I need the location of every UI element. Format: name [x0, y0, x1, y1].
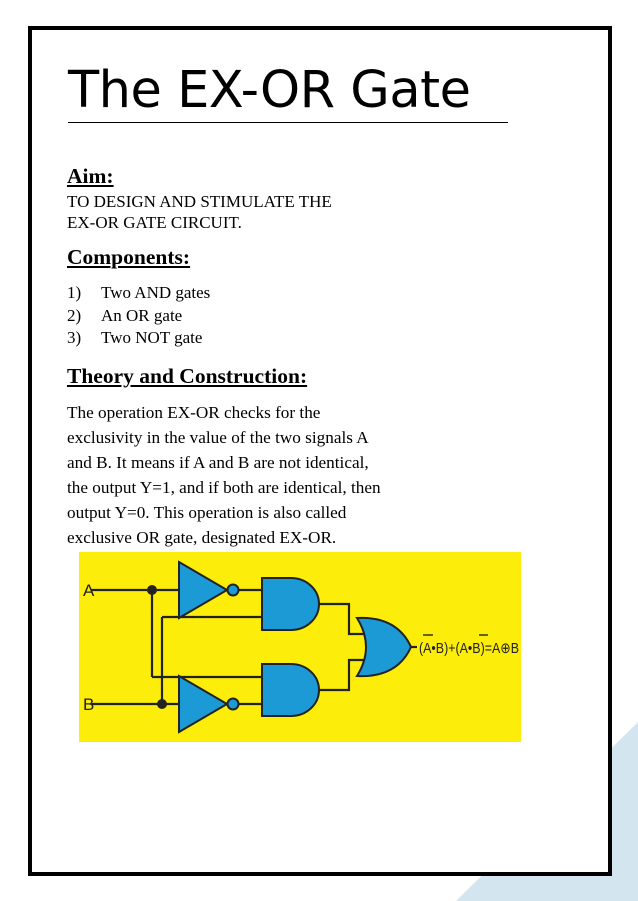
xor-circuit-diagram [79, 552, 521, 742]
theory-line: output Y=0. This operation is also called [67, 503, 347, 522]
components-list [67, 282, 210, 350]
not-gate-a [179, 562, 227, 618]
junction-dot [147, 585, 157, 595]
input-a-label: A [83, 581, 95, 600]
not-gate-b [179, 676, 227, 732]
aim-text [67, 191, 527, 233]
aim-line: TO DESIGN AND STIMULATE THE [67, 192, 332, 211]
not-bubble-a [228, 585, 239, 596]
theory-line: The operation EX-OR checks for the [67, 403, 321, 422]
junction-dot [157, 699, 167, 709]
not-bubble-b [228, 699, 239, 710]
aim-line: EX-OR GATE CIRCUIT. [67, 213, 242, 232]
and-gate-upper [262, 578, 319, 630]
list-item [67, 305, 210, 328]
input-b-label: B [83, 695, 95, 714]
list-label: An OR gate [101, 305, 183, 325]
theory-text [67, 400, 527, 550]
or-gate [357, 618, 411, 676]
theory-line: exclusivity in the value of the two signals A [67, 428, 369, 447]
list-label: Two AND gates [101, 283, 211, 302]
theory-line: exclusive OR gate, designated EX-OR. [67, 528, 337, 547]
output-expression: (A•B)+(A•B)=A⊕B [419, 640, 519, 657]
components-heading: Components: [67, 245, 191, 269]
list-item [67, 282, 210, 305]
theory-line: and B. It means if A and B are not identical, [67, 453, 369, 472]
list-label: Two NOT gate [101, 328, 203, 347]
list-number: 3) [67, 328, 82, 347]
page-title: The EX-OR Gate [68, 60, 508, 123]
circuit-svg [79, 552, 521, 742]
list-number: 2) [67, 305, 82, 325]
theory-heading: Theory and Construction: [67, 364, 308, 388]
and-gate-lower [262, 664, 319, 716]
theory-line: the output Y=1, and if both are identical, then [67, 478, 381, 497]
list-item [67, 327, 210, 350]
aim-heading: Aim: [67, 164, 114, 188]
list-number: 1) [67, 283, 82, 302]
